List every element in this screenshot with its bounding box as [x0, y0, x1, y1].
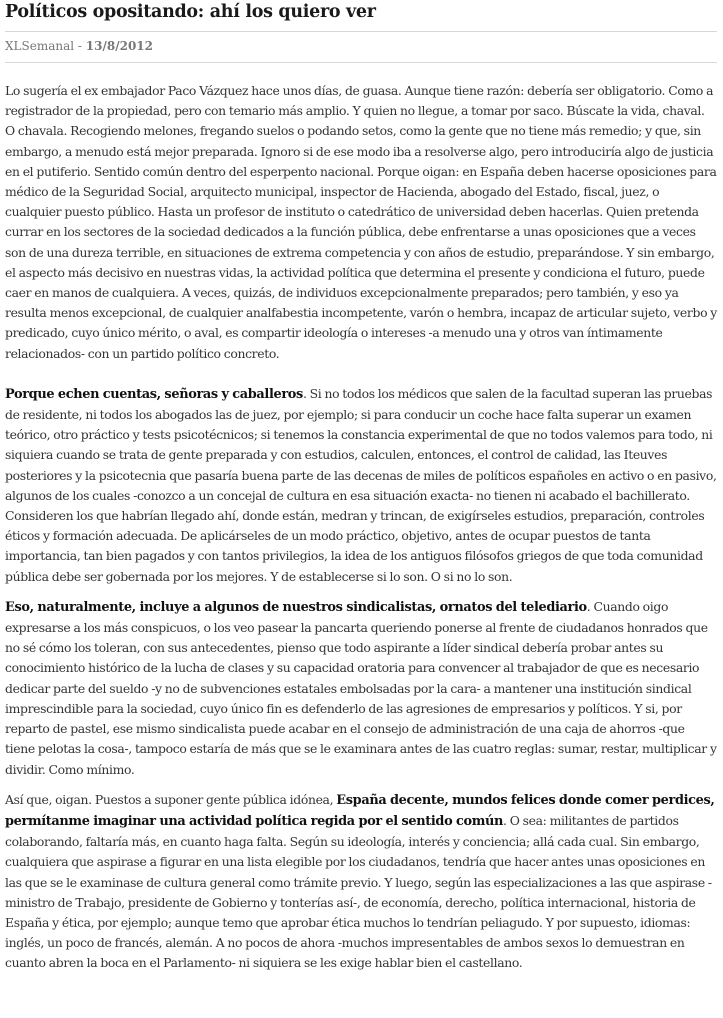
paragraph-2-text: . Si no todos los médicos que salen de la facultad superan las pruebas de residente, ni todos los abogados las de juez, por ejemplo; si para conducir un coche hace falta superar un examen teórico, otro práctico y tests psicotécnicos; si tenemos la constancia experimental de que no todos valemos para todo, ni siquiera cuando se trata de gente preparada y con estudios, calculen, entonces, el control de calidad, las Iteuves posteriores y la psicotecnia que pasaría buena parte de las decenas de miles de políticos españoles en activo o en pasivo, algunos de los cuales -conozco a un concejal de cultura en esa situación exacta- no tienen ni acabado el bachillerato. Consideren los que habrían llegado ahí, donde están, medran y trincan, de exigírseles estudios, preparación, controles éticos y formación adecuada. De aplicárseles de un modo práctico, objetivo, antes de ocupar puestos de tanta importancia, tan bien pagados y con tantos privilegios, la idea de los antiguos filósofos griegos de que toda comunidad pública debe ser gobernada por los mejores. Y de establecerse si lo son. O si no lo son.: [5, 385, 717, 584]
paragraph-3: [5, 597, 717, 780]
paragraph-3-lead: Eso, naturalmente, incluye a algunos de nuestros sindicalistas, ornatos del telediario: [5, 599, 587, 615]
paragraph-4-intro: Así que, oigan. Puestos a suponer gente pública idónea,: [5, 791, 337, 807]
byline-date: 13/8/2012: [85, 39, 153, 53]
article-title: Políticos opositando: ahí los quiero ver: [5, 0, 717, 32]
paragraph-1: [5, 81, 717, 364]
paragraph-1-text: Lo sugería el ex embajador Paco Vázquez hace unos días, de guasa. Aunque tiene razón: debería ser obligatorio. Como a registrador de la propiedad, pero con temario más amplio. Y quien no llegue, a tomar por saco. Búscate la vida, chaval. O chavala. Recogiendo melones, fregando suelos o podando setos, como la gente que no tiene más remedio; y que, sin embargo, a menudo está mejor preparada. Ignoro si de ese modo iba a resolverse algo, pero introduciría algo de justicia en el putiferio. Sentido común dentro del esperpento nacional. Porque oigan: en España deben hacerse oposiciones para médico de la Seguridad Social, arquitecto municipal, inspector de Hacienda, abogado del Estado, fiscal, juez, o cualquier puesto público. Hasta un profesor de instituto o catedrático de universidad deben hacerlas. Quien pretenda currar en los sectores de la sociedad dedicados a la función pública, debe enfrentarse a unas oposiciones que a veces son de una dureza terrible, en situaciones de extrema competencia y con años de estudio, preparándose. Y sin embargo, el aspecto más decisivo en nuestras vidas, la actividad política que determina el presente y condiciona el futuro, puede caer en manos de cualquiera. A veces, quizás, de individuos excepcionalmente preparados; pero también, y eso ya resulta menos excepcional, de cualquier analfabestia incompetente, varón o hembra, incapaz de articular sujeto, verbo y predicado, cuyo único mérito, o aval, es compartir ideología o intereses -a menudo una y otros van íntimamente relacionados- con un partido político concreto.: [5, 83, 717, 361]
paragraph-4-lead: España decente, mundos felices donde comer perdices, permítanme imaginar una actividad política regida por el sentido común: [5, 792, 715, 829]
paragraph-4-text: . O sea: militantes de partidos colaborando, faltaría más, en cuanto haga falta. Según su ideología, interés y conciencia; allá cada cual. Sin embargo, cualquiera que aspirase a figurar en una lista elegible por los ciudadanos, tendría que hacer antes unas oposiciones en las que se le examinase de cultura general como trámite previo. Y luego, según las especializaciones a las que aspirase -ministro de Trabajo, presidente de Gobierno y tonterías así-, de economía, derecho, política internacional, historia de España y ética, por ejemplo; aunque temo que aprobar ética muchos lo tendrían peliagudo. Y por supuesto, idiomas: inglés, un poco de francés, alemán. A no pocos de ahora -muchos impresentables de ambos sexos lo demuestran en cuanto abren la boca en el Parlamento- ni siquiera se les exige hablar bien el castellano.: [5, 812, 712, 971]
paragraph-4: [5, 790, 717, 974]
byline: [5, 39, 717, 57]
paragraph-3-text: . Cuando oigo expresarse a los más conspicuos, o los veo pasear la pancarta queriendo ponerse al frente de ciudadanos honrados que no sé cómo los toleran, con sus antecedentes, pienso que todo aspirante a líder sindical debería probar antes su conocimiento histórico de la lucha de clases y su capacidad oratoria para convencer al trabajador de que es necesario dedicar parte del sueldo -y no de subvenciones estatales embolsadas por la cara- a mantener una institución sindical imprescindible para la sociedad, cuyo único fin es defenderlo de las agresiones de empresarios y políticos. Y si, por reparto de pastel, ese mismo sindicalista puede acabar en el consejo de administración de una caja de ahorros -que tiene pelotas la cosa-, tampoco estaría de más que se le examinara antes de las cuatro reglas: sumar, restar, multiplicar y dividir. Como mínimo.: [5, 598, 717, 777]
article: [5, 0, 717, 974]
byline-separator: -: [74, 39, 86, 53]
byline-source: XLSemanal: [5, 39, 75, 53]
paragraph-2-lead: Porque echen cuentas, señoras y caballeros: [5, 386, 303, 402]
byline-divider: [5, 62, 717, 63]
paragraph-2: [5, 384, 717, 587]
